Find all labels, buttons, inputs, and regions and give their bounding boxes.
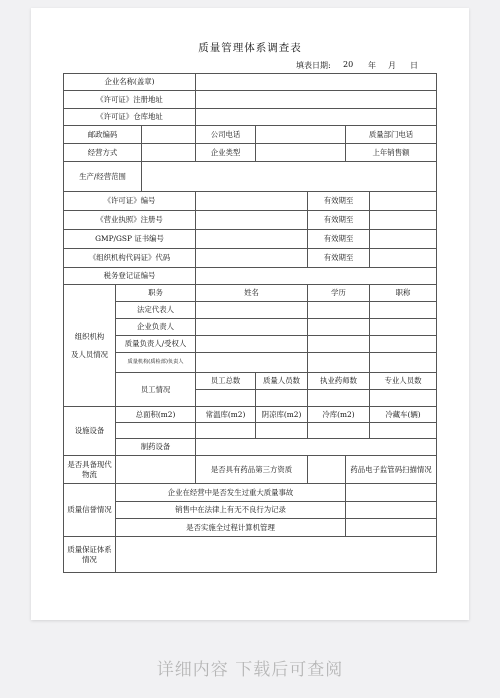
normal-temp-field[interactable] xyxy=(196,423,256,439)
credit-q2-field[interactable] xyxy=(346,502,437,519)
professional-staff-field[interactable] xyxy=(370,390,437,407)
business-mode-label: 经营方式 xyxy=(64,144,142,162)
org-section-label-line2: 及人员情况 xyxy=(71,350,108,360)
modern-logistics-label: 是否具备现代物流 xyxy=(64,456,116,484)
qms-field[interactable] xyxy=(116,537,437,573)
download-hint-text: 详细内容 下载后可查阅 xyxy=(156,660,344,680)
col-title-header: 职称 xyxy=(370,285,437,302)
quality-head-title-field[interactable] xyxy=(370,336,437,353)
legal-rep-title-field[interactable] xyxy=(370,302,437,319)
total-area-field[interactable] xyxy=(116,423,196,439)
company-head-name-field[interactable] xyxy=(196,319,308,336)
quality-head-education-field[interactable] xyxy=(308,336,370,353)
gmp-gsp-valid-field[interactable] xyxy=(370,230,437,249)
fill-date-year-unit: 年 xyxy=(368,61,376,70)
shade-cool-label: 阴凉库(m2) xyxy=(256,407,308,423)
quality-staff-label: 质量人员数 xyxy=(256,373,308,390)
business-mode-field[interactable] xyxy=(142,144,196,162)
company-head-label: 企业负责人 xyxy=(116,319,196,336)
license-valid-field[interactable] xyxy=(370,192,437,211)
quality-survey-table xyxy=(63,73,437,573)
company-name-label: 企业名称(盖章) xyxy=(64,74,196,91)
col-position-header: 职务 xyxy=(116,285,196,302)
license-warehouse-addr-field[interactable] xyxy=(196,109,437,126)
biz-license-valid-field[interactable] xyxy=(370,211,437,230)
fill-date-month-unit: 月 xyxy=(388,61,396,70)
col-name-header: 姓名 xyxy=(196,285,308,302)
quality-staff-field[interactable] xyxy=(256,390,308,407)
tax-reg-label: 税务登记证编号 xyxy=(64,268,196,285)
staff-total-field[interactable] xyxy=(196,390,256,407)
fill-date-line xyxy=(0,60,500,72)
quality-org-head-label: 质量机构(质检部)负责人 xyxy=(116,353,196,373)
licensed-pharmacist-field[interactable] xyxy=(308,390,370,407)
pharma-equipment-label: 制药设备 xyxy=(116,439,196,456)
org-code-valid-field[interactable] xyxy=(370,249,437,268)
licensed-pharmacist-label: 执业药师数 xyxy=(308,373,370,390)
company-phone-field[interactable] xyxy=(256,126,346,144)
qms-label: 质量保证体系情况 xyxy=(64,537,116,573)
company-type-field[interactable] xyxy=(256,144,346,162)
credit-q1-label: 企业在经营中是否发生过重大质量事故 xyxy=(116,484,346,502)
license-reg-addr-label: 《许可证》注册地址 xyxy=(64,91,196,109)
modern-logistics-field[interactable] xyxy=(116,456,196,484)
facility-label: 设施设备 xyxy=(64,407,116,456)
legal-rep-name-field[interactable] xyxy=(196,302,308,319)
cold-truck-field[interactable] xyxy=(370,423,437,439)
license-no-field[interactable] xyxy=(196,192,308,211)
credit-q2-label: 销售中在法律上有无不良行为记录 xyxy=(116,502,346,519)
scope-label: 生产/经营范围 xyxy=(64,162,142,192)
col-education-header: 学历 xyxy=(308,285,370,302)
license-no-label: 《许可证》编号 xyxy=(64,192,196,211)
staff-label: 员工情况 xyxy=(116,373,196,407)
quality-dept-phone-label: 质量部门电话 xyxy=(346,126,437,144)
total-area-label: 总面积(m2) xyxy=(116,407,196,423)
org-code-valid-label: 有效期至 xyxy=(308,249,370,268)
fill-date-year: 20 xyxy=(343,60,354,69)
org-code-label: 《组织机构代码证》代码 xyxy=(64,249,196,268)
quality-head-label: 质量负责人/受权人 xyxy=(116,336,196,353)
fill-date-day-unit: 日 xyxy=(410,61,418,70)
biz-license-field[interactable] xyxy=(196,211,308,230)
quality-org-head-education-field[interactable] xyxy=(308,353,370,373)
company-type-label: 企业类型 xyxy=(196,144,256,162)
license-warehouse-addr-label: 《许可证》仓库地址 xyxy=(64,109,196,126)
third-party-field[interactable] xyxy=(308,456,346,484)
cold-storage-field[interactable] xyxy=(308,423,370,439)
biz-license-label: 《营业执照》注册号 xyxy=(64,211,196,230)
legal-rep-label: 法定代表人 xyxy=(116,302,196,319)
gmp-gsp-field[interactable] xyxy=(196,230,308,249)
cold-truck-label: 冷藏车(辆) xyxy=(370,407,437,423)
quality-head-name-field[interactable] xyxy=(196,336,308,353)
shade-cool-field[interactable] xyxy=(256,423,308,439)
postal-code-label: 邮政编码 xyxy=(64,126,142,144)
professional-staff-label: 专业人员数 xyxy=(370,373,437,390)
org-section-label-line1: 组织机构 xyxy=(74,331,105,341)
staff-total-label: 员工总数 xyxy=(196,373,256,390)
cold-storage-label: 冷库(m2) xyxy=(308,407,370,423)
org-code-field[interactable] xyxy=(196,249,308,268)
biz-license-valid-label: 有效期至 xyxy=(308,211,370,230)
last-year-sales-label: 上年销售额 xyxy=(346,144,437,162)
postal-code-field[interactable] xyxy=(142,126,196,144)
credit-q3-label: 是否实施全过程计算机管理 xyxy=(116,519,346,537)
company-name-field[interactable] xyxy=(196,74,437,91)
company-head-title-field[interactable] xyxy=(370,319,437,336)
license-valid-label: 有效期至 xyxy=(308,192,370,211)
company-head-education-field[interactable] xyxy=(308,319,370,336)
org-section-label xyxy=(64,285,116,407)
pharma-equipment-field[interactable] xyxy=(196,439,437,456)
gmp-gsp-valid-label: 有效期至 xyxy=(308,230,370,249)
normal-temp-label: 常温库(m2) xyxy=(196,407,256,423)
third-party-label: 是否具有药品第三方资质 xyxy=(196,456,308,484)
tax-reg-field[interactable] xyxy=(196,268,437,285)
quality-org-head-title-field[interactable] xyxy=(370,353,437,373)
credit-q3-field[interactable] xyxy=(346,519,437,537)
quality-org-head-name-field[interactable] xyxy=(196,353,308,373)
scope-field[interactable] xyxy=(142,162,437,192)
credit-q1-field[interactable] xyxy=(346,484,437,502)
gmp-gsp-label: GMP/GSP 证书编号 xyxy=(64,230,196,249)
license-reg-addr-field[interactable] xyxy=(196,91,437,109)
company-phone-label: 公司电话 xyxy=(196,126,256,144)
fill-date-label: 填表日期: xyxy=(296,61,331,70)
legal-rep-education-field[interactable] xyxy=(308,302,370,319)
drug-code-label: 药品电子监管码扫描情况 xyxy=(346,456,437,484)
form-title: 质量管理体系调查表 xyxy=(198,42,302,54)
credit-label: 质量信誉情况 xyxy=(64,484,116,537)
